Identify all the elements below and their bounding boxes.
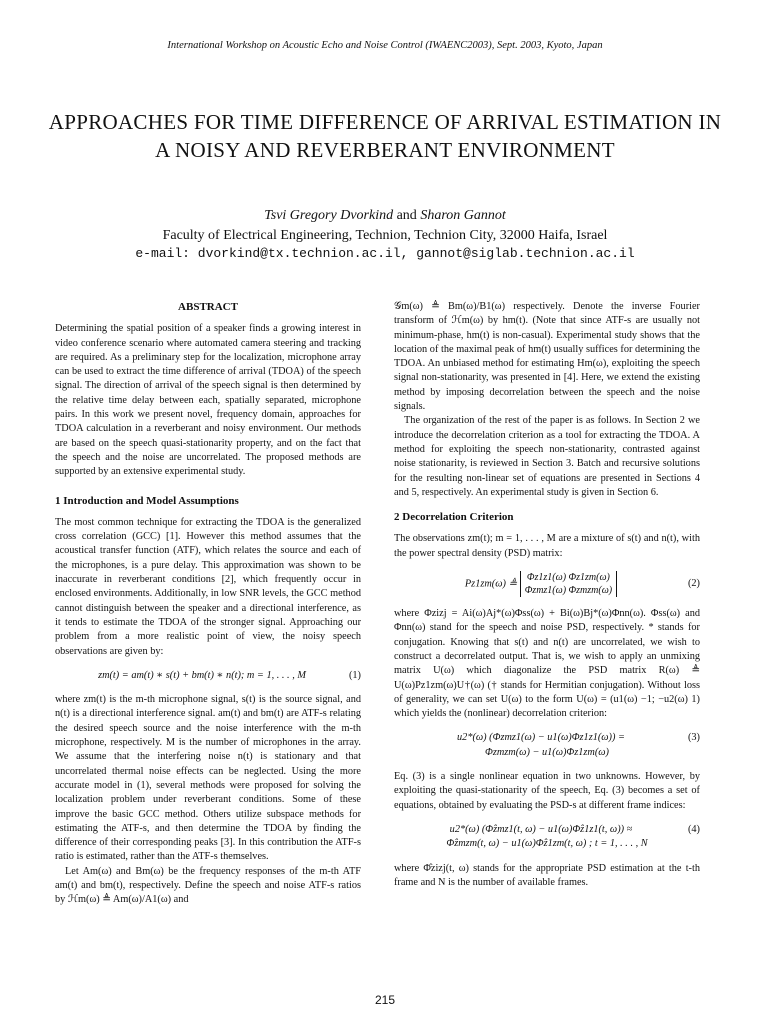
venue-header: International Workshop on Acoustic Echo and Noise Control (IWAENC2003), Sept. 2003, Kyoto, Japan [167, 40, 603, 51]
section-2-paragraph-2: where Φzizj = Ai(ω)Aj*(ω)Φss(ω) + Bi(ω)Bj*(ω)Φnn(ω). Φss(ω) and Φnn(ω) stand for the speech and noise PSD, respectively. * stands for conjugation. Knowing that s(t) and n(t) are uncorrelated, we wish to construct a decorrelated output. That is, we wish to apply an unmixing matrix U(ω) which diagonalize the PSD matrix R(ω) ≜ U(ω)Pz1zm(ω)U†(ω) († stands for Hermitian conjugation). Without loss of generality, we can set U(ω) to the form U(ω) = (u1(ω) −1; −u2(ω) 1) which yields the (nonlinear) decorrelation criterion: [394, 608, 700, 720]
equation-4-number: (4) [687, 823, 700, 835]
matrix-row-2: Φzmz1(ω) Φzmzm(ω) [524, 585, 613, 597]
section-2-paragraph-4: where Φ̂zizj(t, ω) stands for the appropriate PSD estimation at the t-th frame and N is the number of available frames. [394, 862, 700, 888]
right-column [394, 300, 700, 890]
equation-1 [55, 669, 361, 683]
author-1: Tsvi Gregory Dvorkind [264, 208, 394, 223]
equation-2-body [394, 571, 688, 597]
equation-2-number: (2) [687, 577, 700, 589]
equation-3-line-2 [394, 746, 700, 760]
authors [0, 208, 770, 224]
equation-3-line-1 [394, 731, 700, 745]
equation-4-line-2 [394, 837, 700, 851]
equation-4-rhs: Φ̂zmzm(t, ω) − u1(ω)Φ̂z1zm(t, ω) ; t = 1, . . . , N [446, 838, 648, 850]
equation-1-number: (1) [348, 669, 361, 681]
equation-1-body: zm(t) = am(t) ∗ s(t) + bm(t) ∗ n(t); m = 1, . . . , M [98, 669, 306, 681]
continued-paragraph: 𝒢m(ω) ≜ Bm(ω)/B1(ω) respectively. Denote the inverse Fourier transform of ℋm(ω) by hm(t). (Note that since ATF-s are usually not minimum-phase, hm(t) is non-casual). Experimental study shows that the location of the maximal peak of hm(t) usually suffices for determining the TDOA. An unbiased method for estimating Hm(ω), exploiting the speech signal non-stationarity, was presented in [4]. Here, we extend the existing method by imposing decorrelation between the speech and the noise signals. [394, 301, 700, 413]
section-1-heading: 1 Introduction and Model Assumptions [55, 494, 239, 507]
equation-3-number: (3) [687, 732, 700, 744]
affiliation: Faculty of Electrical Engineering, Technion, Technion City, 32000 Haifa, Israel [162, 228, 608, 243]
email-line: e-mail: dvorkind@tx.technion.ac.il, gannot@siglab.technion.ac.il [135, 246, 635, 261]
section-1-paragraph-3: Let Am(ω) and Bm(ω) be the frequency responses of the m-th ATF am(t) and bm(t), respectively. Define the speech and noise ATF-s ratios by ℋm(ω) ≜ Am(ω)/A1(ω) and [55, 865, 361, 906]
section-2-paragraph-1: The observations zm(t); m = 1, . . . , M are a mixture of s(t) and n(t), with the power spectral density (PSD) matrix: [394, 533, 700, 559]
abstract-heading: ABSTRACT [178, 301, 238, 313]
author-2: Sharon Gannot [420, 208, 506, 223]
matrix-row-1: Φz1z1(ω) Φz1zm(ω) [526, 572, 610, 584]
page-number: 215 [374, 993, 396, 1007]
section-2-paragraph-3: Eq. (3) is a single nonlinear equation in two unknowns. However, by exploiting the quasi-stationarity of the speech, Eq. (3) becomes a set of equations, obtained by evaluating the PSD-s at different frame indices: [394, 771, 700, 811]
equation-4-line-1 [394, 823, 700, 837]
equation-4-lhs: u2*(ω) (Φ̂zmz1(t, ω) − u1(ω)Φ̂z1z1(t, ω)) ≈ [449, 823, 633, 835]
section-1-paragraph-1: The most common technique for extracting the TDOA is the generalized cross correlation (GCC) [1]. However this method assumes that the acoustical transfer function (ATF), which relates the source and each of the microphones, is a pure delay. This approximation was shown to be inaccurate in reverberant conditions [2], which frequently occur in enclosed environments. Additionally, in low SNR levels, the GCC method cannot distinguish between the speaker and a directional interference, as it tends to estimate the TDOA of the stronger signal. Approaching our problem from a more realistic point of view, the noisy speech observations are given by: [55, 516, 361, 657]
equation-3-rhs: Φzmzm(ω) − u1(ω)Φz1zm(ω) [485, 746, 609, 758]
equation-2 [394, 571, 700, 597]
section-1-paragraph-2: where zm(t) is the m-th microphone signal, s(t) is the source signal, and n(t) is a directional interference signal. am(t) and bm(t) are ATF-s relating the desired speech source and the noise interference with the m-th microphone, respectively. M is the number of microphones in the array. We assume that the interfering noise n(t) is stationary and that uncorrelated thermal noise effects can be neglected. Using the more accurate model in (1), several methods were proposed for solving the localization problem under reverberant conditions. Some of these improve the basic GCC method. Others utilize subspace methods for estimating the ATF-s, and then determine the TDOA by finding the difference of their corresponding peaks [3]. In this contribution the ATF-s ratio is estimated, rather than the ATF-s themselves. [55, 694, 361, 863]
equation-3 [394, 731, 700, 760]
equation-3-lhs: u2*(ω) (Φzmz1(ω) − u1(ω)Φz1z1(ω)) = [457, 732, 625, 744]
section-2-heading: 2 Decorrelation Criterion [394, 511, 514, 524]
equation-2-matrix [520, 571, 617, 597]
abstract-text: Determining the spatial position of a speaker finds a growing interest in video conference scenario where automated camera steering and tracking are required. As a preliminary step for the localization, microphone array can be used to extract the time difference of arrival (TDOA) of the speech signal. The direction of arrival of the speech signal is then determined by the relative time delay between each, spatially separated, microphone pairs. In this work we present novel, frequency domain, approaches for TDOA calculation in a reverberant and noisy environment. Our methods are based on the speech quasi-stationarity property, and on the fact that the speech and the noise are uncorrelated. The proposed methods are supported by an extensive experimental study. [55, 323, 361, 478]
paper-title: APPROACHES FOR TIME DIFFERENCE OF ARRIVAL ESTIMATION IN A NOISY AND REVERBERANT ENVIRONMENT [48, 110, 722, 162]
author-conjunction: and [393, 208, 421, 223]
equation-2-lhs: Pz1zm(ω) ≜ [464, 578, 518, 590]
equation-4 [394, 823, 700, 852]
left-column [55, 300, 361, 908]
organization-paragraph: The organization of the rest of the paper is as follows. In Section 2 we introduce the decorrelation criterion as a tool for extracting the TDOA. A method for exploiting the speech non-stationarity, contrasted against noise stationarity, is reviewed in Section 3. Batch and recursive solutions for the resulting non-linear set of equations are presented in Sections 4 and 5, respectively. An experimental study is given in Section 6. [394, 415, 700, 498]
